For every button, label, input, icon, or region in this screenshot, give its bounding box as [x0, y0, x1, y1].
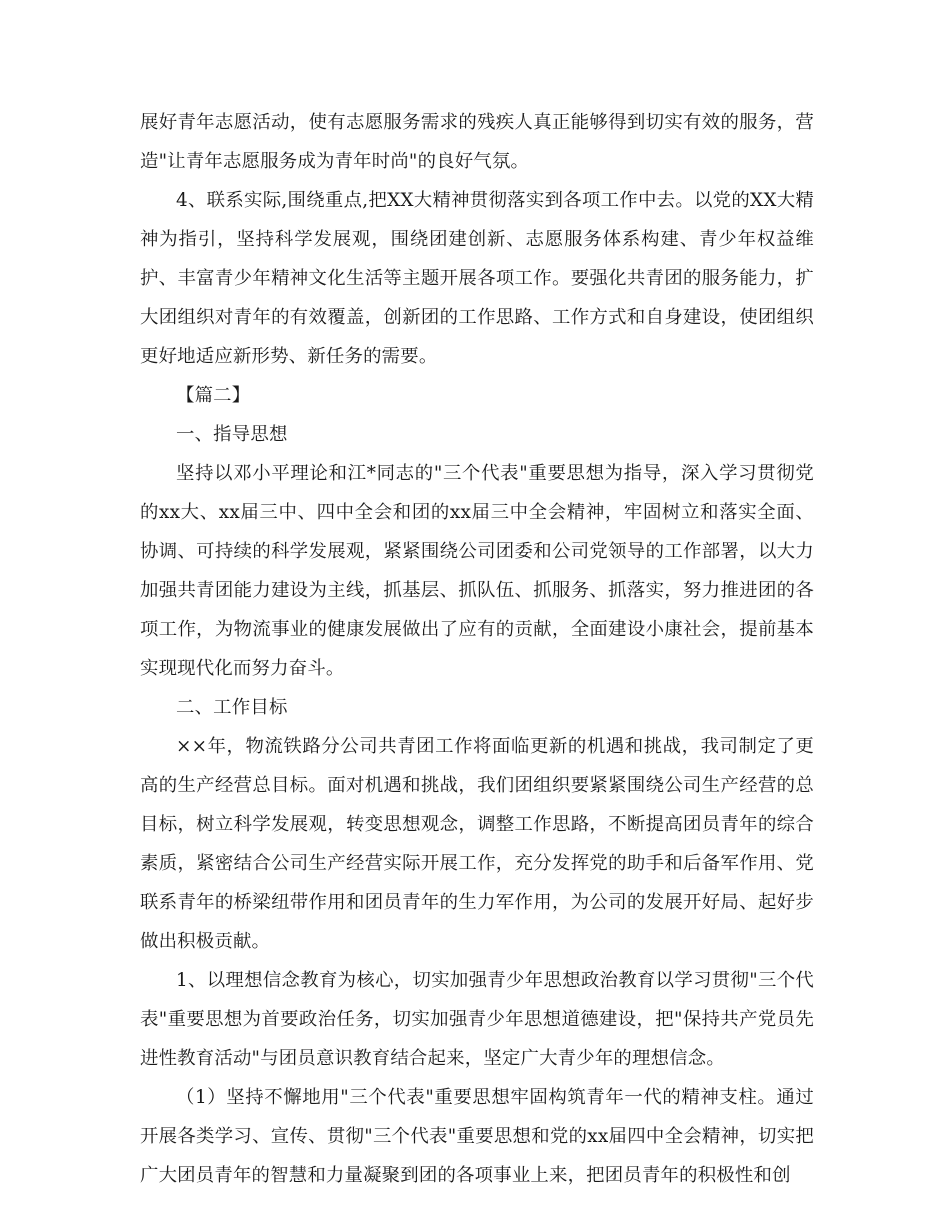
section-heading-work-goals: 二、工作目标 [176, 697, 288, 718]
paragraph-item-4: 4、联系实际,围绕重点,把XX大精神贯彻落实到各项工作中去。以党的XX大精神为指引，坚持科学发展观，围绕团建创新、志愿服务体系构建、青少年权益维护、丰富青少年精神文化生活等主题开展各项工作。要强化共青团的服务能力，扩大团组织对青年的有效覆盖，创新团的工作思路、工作方式和自身建设，使团组织更好地适应新形势、新任务的需要。 [140, 190, 814, 367]
paragraph-work-goals: ××年，物流铁路分公司共青团工作将面临更新的机遇和挑战，我司制定了更高的生产经营总目标。面对机遇和挑战，我们团组织要紧紧围绕公司生产经营的总目标，树立科学发展观，转变思想观念，调整工作思路，不断提高团员青年的综合素质，紧密结合公司生产经营实际开展工作，充分发挥党的助手和后备军作用、党联系青年的桥梁纽带作用和团员青年的生力军作用，为公司的发展开好局、起好步做出积极贡献。 [140, 736, 814, 952]
section-heading-part-two: 【篇二】 [176, 385, 251, 406]
paragraph-guiding-thought: 坚持以邓小平理论和江*同志的"三个代表"重要思想为指导，深入学习贯彻党的xx大、xx届三中、四中全会和团的xx届三中全会精神，牢固树立和落实全面、协调、可持续的科学发展观，紧紧围绕公司团委和公司党领导的工作部署，以大力加强共青团能力建设为主线，抓基层、抓队伍、抓服务、抓落实，努力推进团的各项工作，为物流事业的健康发展做出了应有的贡献，全面建设小康社会，提前基本实现现代化而努力奋斗。 [140, 463, 814, 679]
paragraph-subitem-1: （1）坚持不懈地用"三个代表"重要思想牢固构筑青年一代的精神支柱。通过开展各类学习、宣传、贯彻"三个代表"重要思想和党的xx届四中全会精神，切实把广大团员青年的智慧和力量凝聚到团的各项事业上来，把团员青年的积极性和创 [140, 1087, 814, 1186]
section-heading-guiding-thought: 一、指导思想 [176, 424, 288, 445]
paragraph-intro-continuation: 展好青年志愿活动，使有志愿服务需求的残疾人真正能够得到切实有效的服务，营造"让青年志愿服务成为青年时尚"的良好气氛。 [140, 112, 814, 172]
paragraph-item-1: 1、以理想信念教育为核心，切实加强青少年思想政治教育以学习贯彻"三个代表"重要思想为首要政治任务，切实加强青少年思想道德建设，把"保持共产党员先进性教育活动"与团员意识教育结合起来，坚定广大青少年的理想信念。 [140, 970, 814, 1069]
